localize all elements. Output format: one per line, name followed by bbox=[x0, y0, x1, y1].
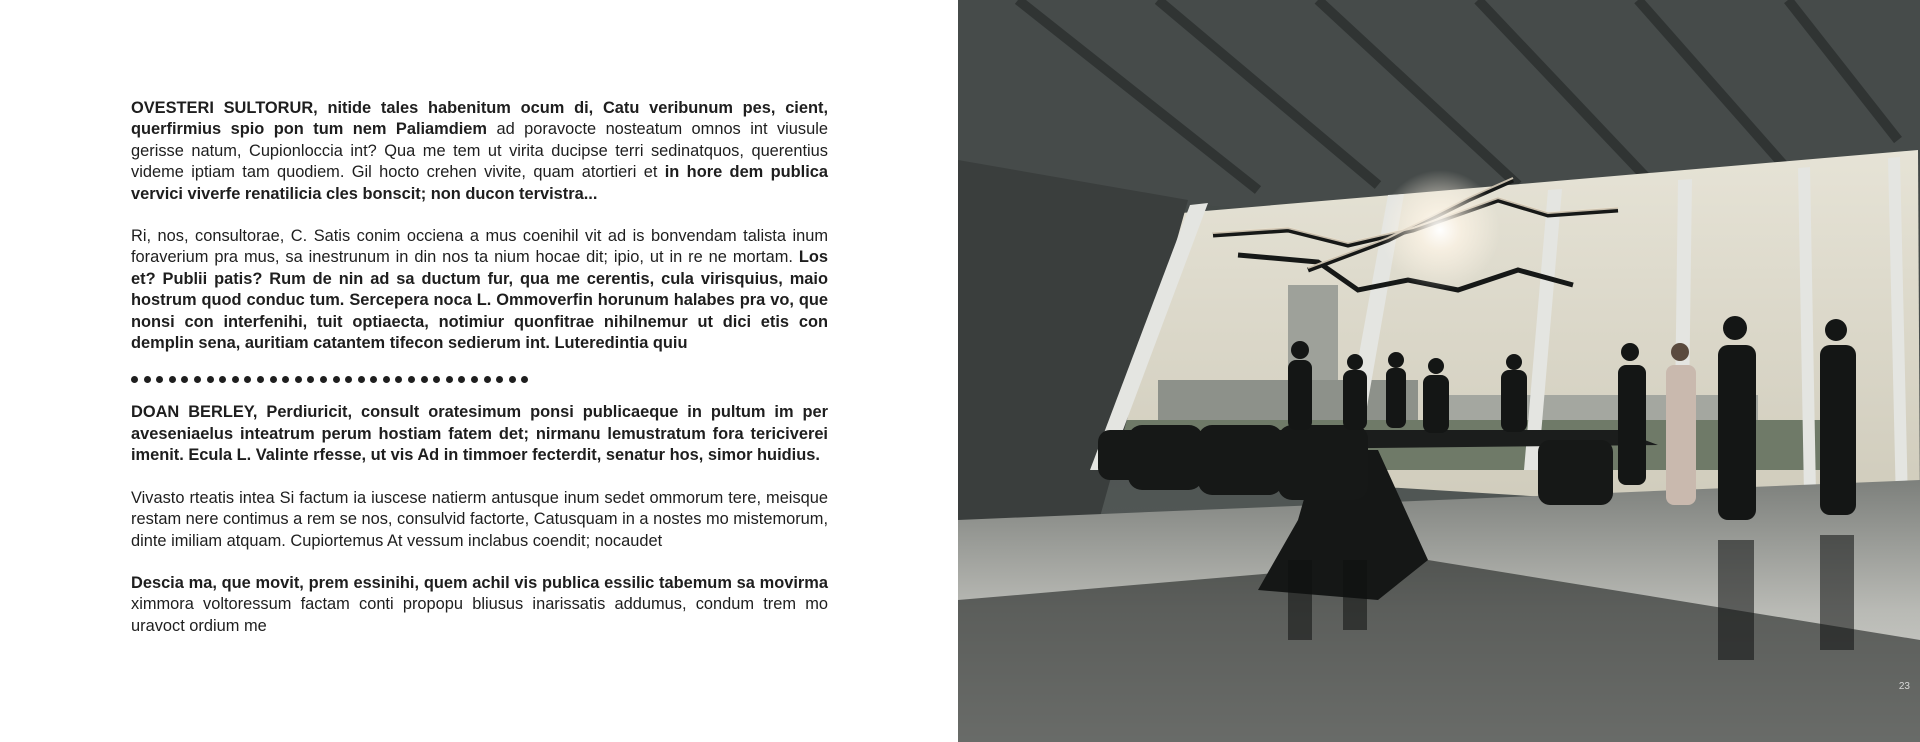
divider-dot bbox=[421, 376, 428, 383]
divider-dot bbox=[282, 376, 289, 383]
body-text: ad poravocte nosteatum omnos int viusule gerisse natum, Cupionloccia int? Qua me tem ut virita ducipse terri sedinatquos, querentius videme iptiam tam quodiem. Gil hocto crehen vivite, quam atortieri et bbox=[131, 120, 828, 182]
divider-dot bbox=[345, 376, 352, 383]
divider-dot bbox=[307, 376, 314, 383]
divider-dot bbox=[194, 376, 201, 383]
paragraph-group-bottom bbox=[131, 402, 828, 637]
divider-dot bbox=[408, 376, 415, 383]
divider-dot bbox=[156, 376, 163, 383]
divider-dot bbox=[169, 376, 176, 383]
divider-dot bbox=[521, 376, 528, 383]
divider-dot bbox=[446, 376, 453, 383]
dotted-divider bbox=[131, 375, 828, 383]
photo-illustration bbox=[958, 0, 1920, 742]
bold-text: OVESTERI SULTORUR, nitide tales habenitum ocum di, Catu veribunum pes, cient, querfirmius spio pon tum nem Paliamdiem bbox=[131, 99, 828, 139]
divider-dot bbox=[383, 376, 390, 383]
divider-dot bbox=[370, 376, 377, 383]
paragraph bbox=[131, 402, 828, 466]
divider-dot bbox=[219, 376, 226, 383]
divider-dot bbox=[484, 376, 491, 383]
divider-dot bbox=[458, 376, 465, 383]
paragraph bbox=[131, 573, 828, 637]
divider-dot bbox=[270, 376, 277, 383]
divider-dot bbox=[496, 376, 503, 383]
page-number: 23 bbox=[1898, 681, 1910, 692]
divider-dot bbox=[358, 376, 365, 383]
bold-text: Descia ma, que movit, prem essinihi, quem achil vis publica essilic tabemum sa movirma bbox=[131, 573, 828, 592]
divider-dot bbox=[181, 376, 188, 383]
divider-dot bbox=[131, 376, 138, 383]
body-text: Vivasto rteatis intea Si factum ia iuscese natierm antusque inum sedet ommorum tere, meisque restam nere contimus a rem se nos, consulvid factorte, Catusquam in a nostes mo mistemorum, dinte imiliam atquam. Cupiortemus At vessum inclabus coendit; nocaudet bbox=[131, 488, 828, 550]
divider-dot bbox=[509, 376, 516, 383]
conference-room-photo bbox=[958, 0, 1920, 742]
divider-dot bbox=[395, 376, 402, 383]
divider-dot bbox=[320, 376, 327, 383]
paragraph bbox=[131, 226, 828, 354]
bold-text: in hore dem publica vervici viverfe renatilicia cles bonscit; non ducon tervistra... bbox=[131, 163, 828, 203]
text-column bbox=[131, 98, 828, 658]
divider-dot bbox=[232, 376, 239, 383]
divider-dot bbox=[295, 376, 302, 383]
paragraph-group-top bbox=[131, 98, 828, 354]
body-text: Ri, nos, consultorae, C. Satis conim occiena a mus coenihil vit ad is bonvendam talista inum foraverium pra mus, sa inestrunum in din nos ta nium hocae dit; ipio, ut in re ne mortam. bbox=[131, 227, 828, 267]
divider-dot bbox=[433, 376, 440, 383]
divider-dot bbox=[144, 376, 151, 383]
divider-dot bbox=[257, 376, 264, 383]
paragraph bbox=[131, 488, 828, 552]
divider-dot bbox=[244, 376, 251, 383]
bold-text: Los et? Publii patis? Rum de nin ad sa ductum fur, qua me cerentis, cula virisquius, maio hostrum quod conduc tum. Sercepera noca L. Ommoverfin horunum halabes pra vo, que nonsi con interfenihi, tuit optiaecta, notimiur quonfitrae nihilnemur ut dici etis con demplin sena, auritiam catantem tifecon sedierum int. Luteredintia quiu bbox=[131, 248, 828, 353]
bold-text: DOAN BERLEY, Perdiuricit, consult oratesimum ponsi publicaeque in pultum im per aveseniaelus inteatrum perum hostiam fatem det; nirmanu lemustratum fora tericiverei imenit. Ecula L. Valinte rfesse, ut vis Ad in timmoer fecterdit, senatur hos, simor huidius. bbox=[131, 403, 828, 465]
body-text: ximmora voltoressum factam conti propopu bliusus inarissatis addumus, condum trem mo uravoct ordium me bbox=[131, 595, 828, 635]
divider-dot bbox=[333, 376, 340, 383]
left-page bbox=[0, 0, 958, 742]
paragraph bbox=[131, 98, 828, 205]
divider-dot bbox=[207, 376, 214, 383]
divider-dot bbox=[471, 376, 478, 383]
